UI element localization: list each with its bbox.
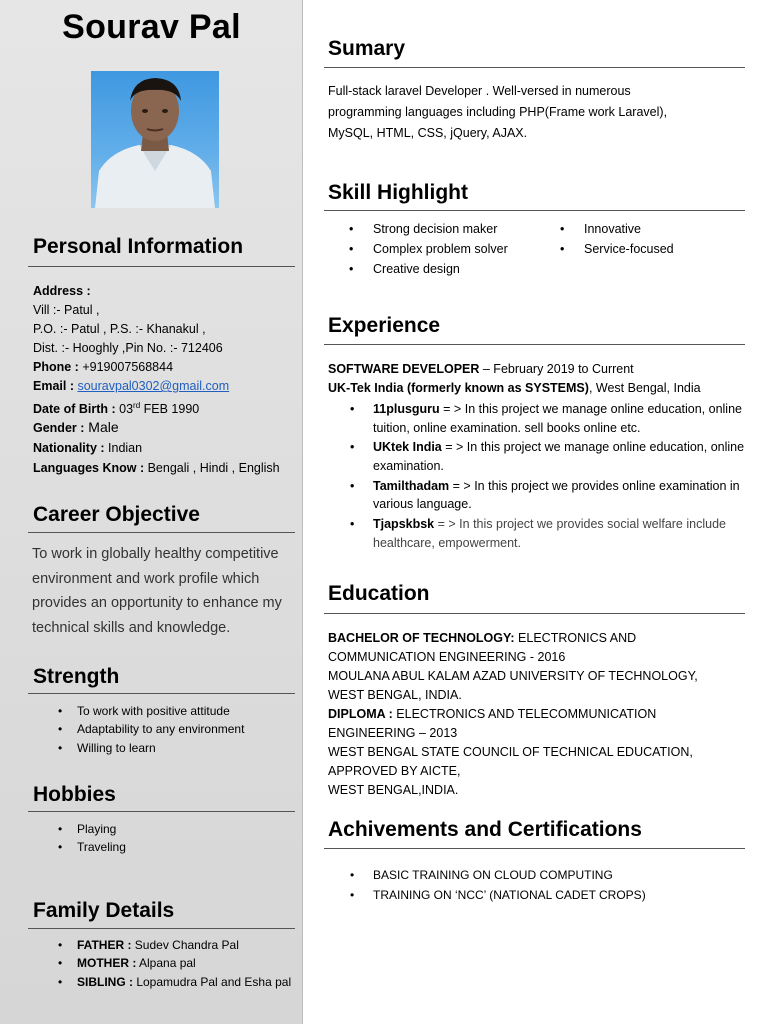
list-item: • Traveling — [58, 838, 126, 856]
summary-line: programming languages including PHP(Frame work Laravel), — [328, 105, 668, 119]
list-item: • Innovative — [560, 219, 674, 239]
list-item: • FATHER : Sudev Chandra Pal — [58, 936, 291, 954]
list-item: • UKtek India = > In this project we manage online education, online examination. — [350, 438, 745, 475]
divider — [28, 266, 295, 267]
list-item: • Playing — [58, 820, 126, 838]
degree-1: BACHELOR OF TECHNOLOGY: ELECTRONICS AND COMMUNICATION ENGINEERING - 2016 — [328, 631, 637, 664]
list-item: • Service-focused — [560, 239, 674, 259]
list-item: • Adaptability to any environment — [58, 720, 244, 738]
achievements-heading: Achivements and Certifications — [328, 818, 642, 841]
candidate-name: Sourav Pal — [62, 8, 241, 46]
education-heading: Education — [328, 582, 430, 605]
email-link[interactable]: souravpal0302@gmail.com — [77, 379, 230, 393]
skill-highlight-heading: Skill Highlight — [328, 181, 468, 204]
personal-info-heading: Personal Information — [33, 235, 244, 258]
divider — [28, 693, 295, 694]
list-item: • Tamilthadam = > In this project we provides online examination in various language. — [350, 477, 745, 514]
list-item: • 11plusguru = > In this project we manage online education, online tuition, online examination. sell books online etc. — [350, 400, 745, 437]
date-of-birth: Date of Birth : 03rd FEB 1990 — [33, 401, 200, 417]
list-item: • TRAINING ON ‘NCC’ (NATIONAL CADET CROPS) — [350, 885, 646, 905]
job-company: UK-Tek India (formerly known as SYSTEMS), West Bengal, India — [328, 381, 701, 395]
divider — [324, 67, 745, 68]
strength-heading: Strength — [33, 665, 120, 688]
divider — [324, 344, 745, 345]
divider — [28, 811, 295, 812]
career-objective-heading: Career Objective — [33, 503, 200, 526]
summary-line: Full-stack laravel Developer . Well-versed in numerous — [328, 84, 631, 98]
divider — [324, 848, 745, 849]
list-item: • Tjapskbsk = > In this project we provides social welfare include healthcare, empowerment. — [350, 515, 745, 552]
email: Email : souravpal0302@gmail.com — [33, 379, 230, 393]
degree-2: DIPLOMA : ELECTRONICS AND TELECOMMUNICATION ENGINEERING – 2013 — [328, 707, 657, 740]
skills-list-col2 — [560, 219, 674, 259]
profile-photo — [91, 71, 219, 208]
school-1: MOULANA ABUL KALAM AZAD UNIVERSITY OF TECHNOLOGY, — [328, 669, 698, 683]
school-1-location: WEST BENGAL, INDIA. — [328, 688, 462, 702]
list-item: • To work with positive attitude — [58, 702, 244, 720]
nationality: Nationality : Indian — [33, 441, 143, 455]
summary-line: MySQL, HTML, CSS, jQuery, AJAX. — [328, 126, 528, 140]
education-details — [328, 629, 743, 800]
achievements-list — [350, 865, 646, 905]
person-photo-icon — [91, 71, 219, 208]
job-title: SOFTWARE DEVELOPER – February 2019 to Current — [328, 362, 634, 376]
hobbies-list — [58, 820, 126, 857]
divider — [28, 532, 295, 533]
divider — [28, 928, 295, 929]
list-item: • SIBLING : Lopamudra Pal and Esha pal — [58, 973, 291, 991]
experience-heading: Experience — [328, 314, 441, 337]
career-objective-text: To work in globally healthy competitive environment and work profile which provides an opportunity to enhance my technical skills and knowledge. — [32, 546, 282, 636]
family-details-heading: Family Details — [33, 899, 175, 922]
sidebar — [0, 0, 303, 1024]
school-2-location: WEST BENGAL,INDIA. — [328, 783, 459, 797]
list-item: • Complex problem solver — [349, 239, 508, 259]
school-2-approval: APPROVED BY AICTE, — [328, 764, 461, 778]
address-line: Vill :- Patul , — [33, 303, 100, 317]
hobbies-heading: Hobbies — [33, 783, 116, 806]
summary-heading: Sumary — [328, 37, 406, 60]
divider — [324, 613, 745, 614]
list-item: • Creative design — [349, 259, 508, 279]
family-list — [58, 936, 291, 991]
list-item: • BASIC TRAINING ON CLOUD COMPUTING — [350, 865, 646, 885]
skills-list-col1 — [349, 219, 508, 279]
list-item: • Willing to learn — [58, 739, 244, 757]
address-label: Address : — [33, 284, 91, 298]
languages: Languages Know : Bengali , Hindi , English — [33, 461, 280, 475]
gender: Gender : Male — [33, 419, 119, 435]
divider — [324, 210, 745, 211]
project-list — [350, 400, 745, 554]
list-item: • MOTHER : Alpana pal — [58, 954, 291, 972]
address-line: Dist. :- Hooghly ,Pin No. :- 712406 — [33, 341, 223, 355]
address-line: P.O. :- Patul , P.S. :- Khanakul , — [33, 322, 206, 336]
phone: Phone : +919007568844 — [33, 360, 174, 374]
school-2: WEST BENGAL STATE COUNCIL OF TECHNICAL EDUCATION, — [328, 745, 693, 759]
list-item: • Strong decision maker — [349, 219, 508, 239]
strength-list — [58, 702, 244, 757]
